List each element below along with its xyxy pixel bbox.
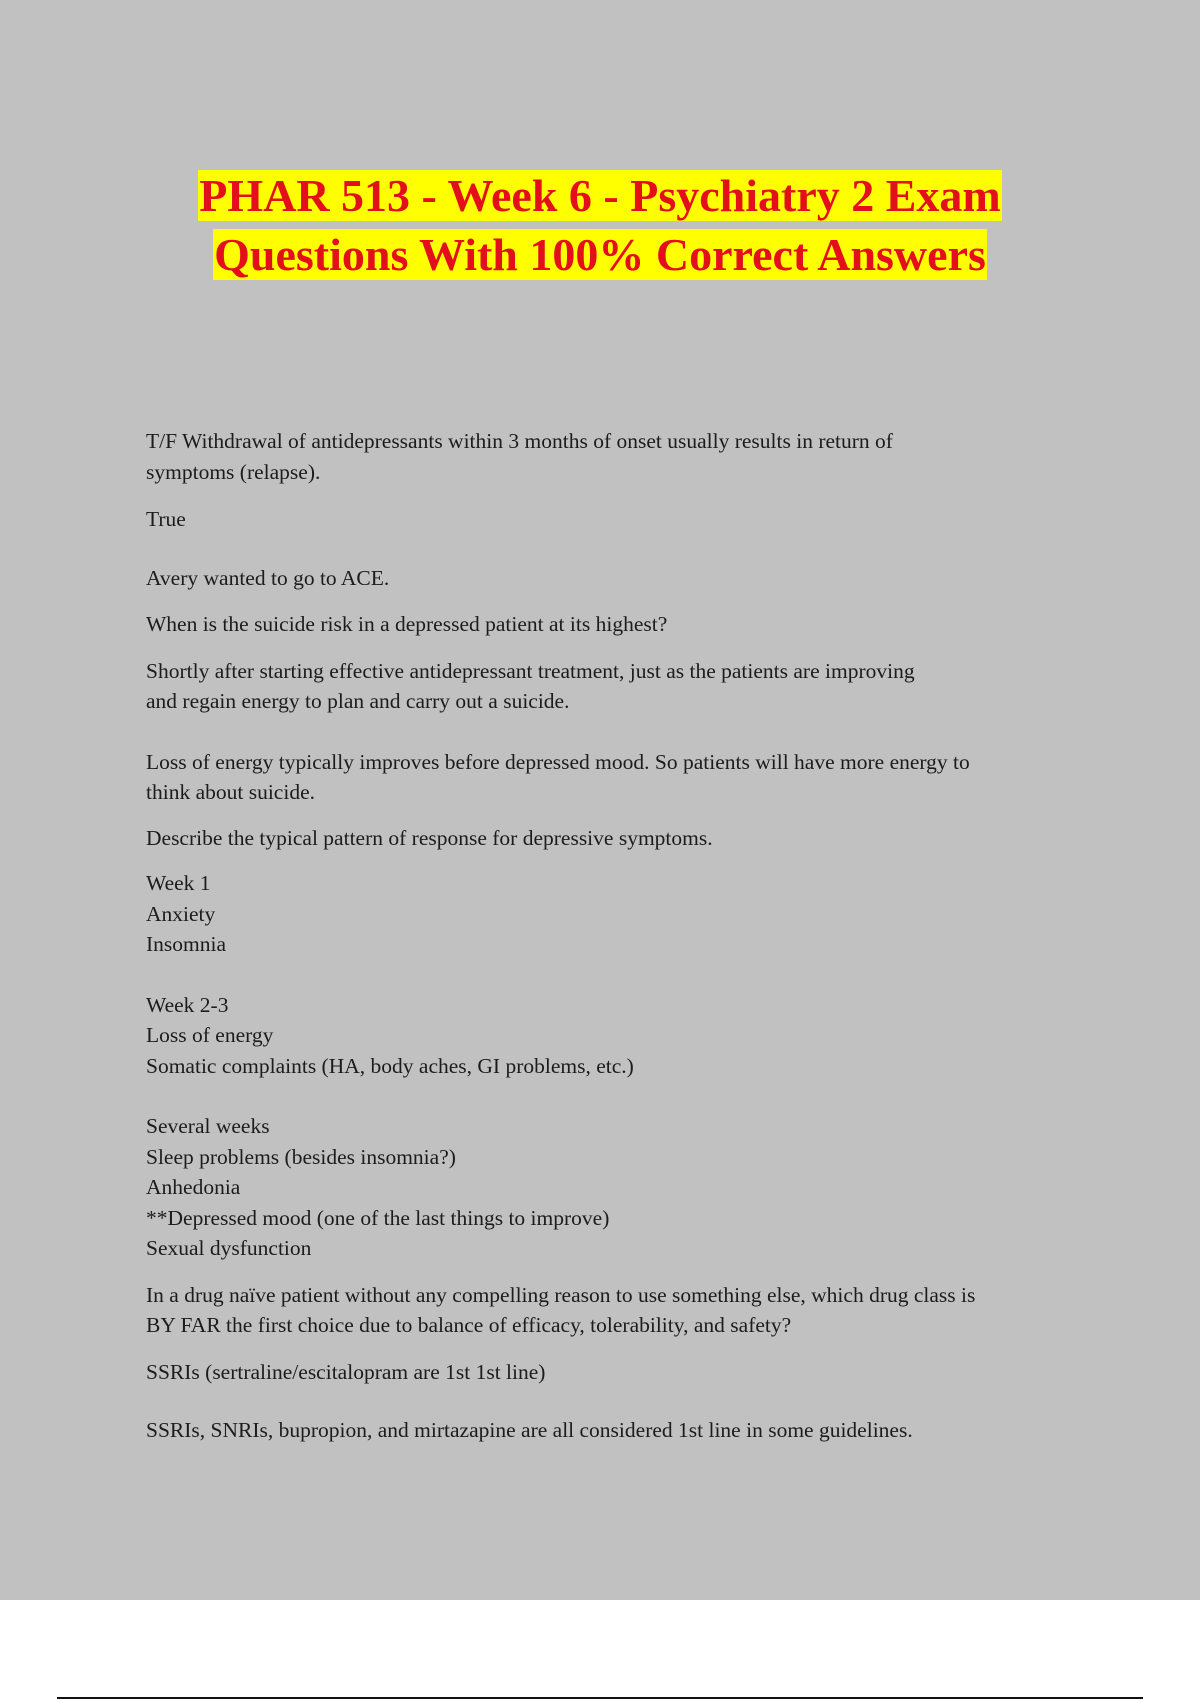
answer-line: Several weeks	[146, 1114, 270, 1138]
answer-line: Week 2-3	[146, 992, 229, 1017]
question-line: When is the suicide risk in a depressed patient at its highest?	[146, 612, 668, 636]
answer-line: Loss of energy typically improves before depressed mood. So patients will have more energy to	[146, 749, 970, 774]
answer-line: Anxiety	[146, 901, 216, 926]
answer-line: think about suicide.	[146, 780, 315, 804]
answer-line: SSRIs, SNRIs, bupropion, and mirtazapine are all considered 1st line in some guidelines.	[146, 1418, 913, 1442]
question-line: T/F Withdrawal of antidepressants within 3 months of onset usually results in return of	[146, 429, 893, 453]
answer-line: True	[146, 507, 186, 531]
answer-line: Sexual dysfunction	[146, 1236, 312, 1260]
answer-line: **Depressed mood (one of the last things to improve)	[146, 1205, 610, 1230]
title-line-1: PHAR 513 - Week 6 - Psychiatry 2 Exam	[199, 170, 1001, 221]
question-line: In a drug naïve patient without any compelling reason to use something else, which drug class is	[146, 1282, 976, 1307]
answer-line: Week 1	[146, 871, 211, 895]
answer-line: Somatic complaints (HA, body aches, GI problems, etc.)	[146, 1053, 634, 1078]
question-line: Describe the typical pattern of response for depressive symptoms.	[146, 825, 713, 850]
answer-line: Insomnia	[146, 932, 227, 956]
document-body	[146, 426, 1086, 1446]
answer-line: Shortly after starting effective antidepressant treatment, just as the patients are improving	[146, 658, 915, 683]
title-line-2: Questions With 100% Correct Answers	[214, 229, 986, 280]
question-line: BY FAR the first choice due to balance of efficacy, tolerability, and safety?	[146, 1313, 792, 1337]
question-line: symptoms (relapse).	[146, 459, 321, 484]
answer-line: Sleep problems (besides insomnia?)	[146, 1144, 456, 1169]
footer-divider	[57, 1697, 1143, 1699]
answer-line: Anhedonia	[146, 1175, 241, 1199]
answer-line: SSRIs (sertraline/escitalopram are 1st 1st line)	[146, 1359, 546, 1384]
note-line: Avery wanted to go to ACE.	[146, 565, 390, 590]
answer-line: and regain energy to plan and carry out a suicide.	[146, 689, 570, 713]
answer-line: Loss of energy	[146, 1023, 274, 1047]
document-title	[0, 166, 1200, 284]
